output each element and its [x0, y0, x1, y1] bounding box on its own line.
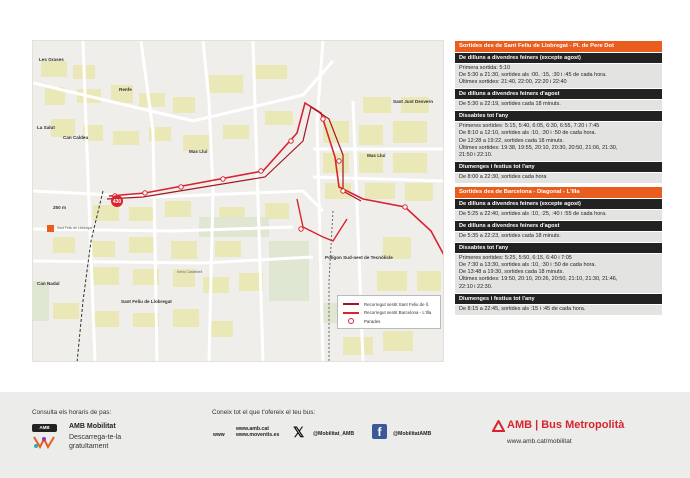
block: [173, 97, 195, 113]
amb-brand: AMB | Bus Metropolità: [507, 419, 625, 431]
facebook-handle[interactable]: @MobilitatAMB: [393, 431, 432, 437]
schedule-row: De 13:48 a 19:30, sortides cada 18 minuts.: [459, 269, 564, 276]
green-area: [33, 281, 49, 321]
x-handle[interactable]: @Mobilitat_AMB: [313, 431, 355, 437]
map-label: Sant Feliu de Llobregat: [121, 299, 172, 304]
amb-logo-icon: [492, 420, 505, 432]
block: [171, 241, 197, 259]
map-label: Polígon Sud-oest de Tecnòlicle: [325, 255, 393, 260]
block: [113, 131, 139, 145]
block: [165, 201, 191, 217]
block: [265, 203, 289, 219]
day-type-heading: De dilluns a divendres feiners (excepte agost): [455, 53, 662, 63]
legend-label: Recorregut sentit Barcelona - L'Illa: [364, 310, 432, 316]
street: [317, 41, 323, 362]
legend-row: [343, 309, 435, 318]
block: [89, 241, 115, 257]
day-type-heading: De dilluns a divendres feiners d'agost: [455, 89, 662, 99]
bus-stop: [403, 205, 407, 209]
section-title: Sortides des de Barcelona - Diagonal - L'Illa: [455, 187, 662, 198]
block: [363, 97, 391, 113]
legend-row: [343, 317, 435, 326]
schedule-row: Últimes sortides: 21:40, 22:00, 22:20 i 22:40: [459, 79, 567, 86]
schedule-block: [455, 305, 662, 315]
schedule-row: 22:10 i 22:30.: [459, 283, 493, 290]
block: [359, 125, 383, 145]
bus-stop: [341, 189, 345, 193]
block: [93, 267, 119, 285]
stop-icon: [348, 318, 354, 324]
block: [93, 205, 119, 221]
block: [405, 183, 433, 201]
block: [139, 93, 165, 107]
footer: [0, 392, 690, 478]
bus-stop: [143, 191, 147, 195]
map-label: Sant Feliu de Llobregat: [57, 226, 93, 230]
block: [129, 237, 155, 253]
bus-stop: [221, 177, 225, 181]
block: [209, 75, 243, 93]
schedule-row: De 8:15 a 22:45, sortides als :15 i :45 de cada hora.: [459, 305, 586, 312]
day-type-heading: Diumenges i festius tot l'any: [455, 162, 662, 172]
map-label: La Salut: [37, 125, 55, 130]
map-label: Sant Just Desvern: [393, 99, 434, 104]
block: [265, 111, 293, 125]
social-title: Coneix tot el que t'ofereix el teu bus:: [212, 409, 316, 416]
block: [223, 125, 249, 139]
schedule-block: [455, 64, 662, 88]
schedule-row: Últimes sortides: 19:38, 19:55, 20:10, 20:30, 20:50, 21:06, 21:30,: [459, 144, 618, 151]
schedule-block: [455, 122, 662, 160]
legend-line: [343, 303, 359, 305]
schedule-row: De 5:25 a 22:40, sortides als :10, :25, :40 i :55 de cada hora.: [459, 210, 607, 217]
schedule-row: De 12:28 a 19:22, sortides cada 18 minuts.: [459, 137, 564, 144]
schedule-panel: [455, 41, 662, 316]
street: [253, 41, 263, 361]
web-link-amb[interactable]: www.amb.cat: [236, 426, 269, 432]
map-legend: [337, 295, 441, 329]
schedule-row: Últimes sortides: 19:50, 20:10, 20:26, 20:50, 21:10, 21:30, 21:46,: [459, 276, 618, 283]
schedule-row: De 7:30 a 13:30, sortides als :10, :30 i :50 de cada hora.: [459, 262, 596, 269]
block: [343, 337, 373, 355]
day-type-heading: De dilluns a divendres feiners (excepte agost): [455, 199, 662, 209]
x-twitter-icon[interactable]: 𝕏: [293, 424, 305, 440]
map-label: Renfe: [119, 87, 132, 92]
block: [129, 207, 155, 221]
block: [203, 277, 229, 293]
route-map: [32, 40, 444, 362]
schedule-block: [455, 232, 662, 242]
www-icon: www: [213, 432, 225, 438]
schedule-row: De 8:00 a 22:30, sortides cada hora: [459, 173, 547, 180]
app-name: AMB Mobilitat: [69, 423, 116, 430]
map-label: Mas Lluí: [189, 149, 208, 154]
block: [417, 271, 441, 291]
schedule-row: Primera sortida: 5:10: [459, 65, 511, 71]
route-loop: [297, 199, 347, 241]
web-link-moventis[interactable]: www.moventis.es: [236, 432, 280, 438]
block: [173, 309, 199, 327]
block: [53, 303, 79, 319]
map-label: 250 m: [53, 205, 67, 210]
map-label: Kèelo Castellbell: [177, 270, 203, 274]
app-download-text[interactable]: Descarrega-te-la gratuïtament: [69, 434, 122, 450]
bus-stop: [259, 169, 263, 173]
bus-stop: [321, 117, 325, 121]
day-type-heading: Diumenges i festius tot l'any: [455, 294, 662, 304]
block: [383, 331, 413, 351]
block: [53, 237, 75, 253]
block: [41, 61, 67, 77]
train-station-icon: [47, 225, 54, 232]
schedule-row: De 5:35 a 22:23, sortides cada 18 minuts.: [459, 233, 561, 240]
bus-stop: [337, 159, 341, 163]
legend-line: [343, 312, 359, 314]
bus-stop: [179, 185, 183, 189]
bus-stop: [299, 227, 303, 231]
tram-line: [329, 211, 333, 362]
legend-label: Parades: [364, 318, 381, 324]
schedule-block: [455, 254, 662, 292]
day-type-heading: Dissabtes tot l'any: [455, 111, 662, 121]
day-type-heading: De dilluns a divendres feiners d'agost: [455, 221, 662, 231]
legend-label: Recorregut sentit Sant Feliu de ll.: [364, 301, 429, 307]
facebook-icon[interactable]: f: [372, 424, 387, 439]
amb-app-badge[interactable]: AMB: [32, 424, 57, 432]
block: [253, 65, 287, 79]
map-label: Can Caldeu: [63, 135, 89, 140]
street: [313, 177, 444, 181]
block: [393, 153, 427, 173]
schedule-row: De 8:10 a 12:10, sortides als :10, :30 i :50 de cada hora.: [459, 130, 596, 137]
map-label: Mas Lluí: [367, 153, 386, 158]
schedule-block: [455, 173, 662, 183]
block: [209, 321, 233, 337]
block: [215, 241, 241, 257]
schedule-row: De 5:30 a 22:19, sortides cada 18 minuts.: [459, 101, 561, 108]
schedule-block: [455, 100, 662, 110]
schedule-row: De 5:30 a 21:30, sortides als :00, :15, :30 i :45 de cada hora.: [459, 72, 607, 79]
schedule-block: [455, 210, 662, 220]
route-badge-label: 430: [112, 199, 122, 205]
consult-label: Consulta els horaris de pas:: [32, 409, 112, 416]
block: [377, 271, 407, 291]
day-type-heading: Dissabtes tot l'any: [455, 243, 662, 253]
schedule-row: 21:50 i 22:10.: [459, 151, 493, 158]
section-title: Sortides des de Sant Feliu de Llobregat - Pl. de Pere Dot: [455, 41, 662, 52]
schedule-row: Primeres sortides: 5:25, 5:50, 6:15, 6:40 i 7:05: [459, 255, 572, 262]
legend-row: [343, 300, 435, 309]
green-area: [269, 241, 309, 301]
amb-url[interactable]: www.amb.cat/mobilitat: [507, 438, 572, 445]
bus-stop: [289, 139, 293, 143]
block: [93, 311, 119, 327]
map-label: Les Grases: [39, 57, 64, 62]
app-logo-icon: [33, 435, 55, 449]
block: [393, 121, 427, 143]
web-links[interactable]: [236, 426, 279, 438]
block: [365, 183, 395, 199]
map-label: Can Nadal: [37, 281, 60, 286]
schedule-row: Primeres sortides: 5:15, 5:40, 6:05, 6:30, 6:55, 7:20 i 7:45: [459, 123, 600, 130]
